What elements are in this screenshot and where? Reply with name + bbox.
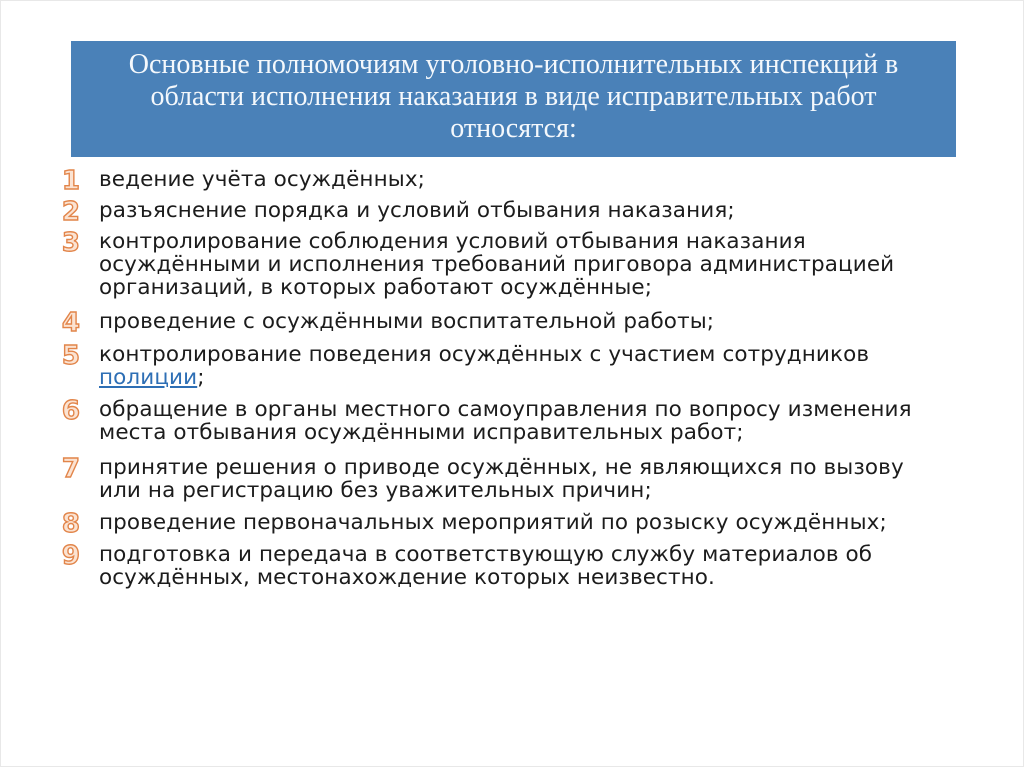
list-item-text: проведение первоначальных мероприятий по розыску осуждённых;: [99, 510, 887, 535]
number-4-icon: 4: [61, 308, 81, 338]
list-item-text: обращение в органы местного самоуправления по вопросу изменения места отбывания осуждёнными исправительных работ;: [99, 397, 912, 445]
list-item: [57, 398, 917, 444]
number-3-icon: 3: [61, 228, 81, 258]
police-link[interactable]: полиции: [99, 365, 198, 390]
list-item-text: контролирование соблюдения условий отбывания наказания осуждёнными и исполнения требований приговора администрацией организаций, в которых работают осуждённые;: [99, 229, 895, 300]
number-9-icon: 9: [61, 541, 81, 571]
list-item: [57, 343, 917, 389]
list-item-text: проведение с осуждёнными воспитательной работы;: [99, 309, 715, 334]
slide-title: Основные полномочиям уголовно-исполнительных инспекций в области исполнения наказания в виде исправительных работ относятся:: [128, 49, 899, 144]
number-5-icon: 5: [61, 341, 81, 371]
list-item-text: подготовка и передача в соответствующую службу материалов об осуждённых, местонахождение которых неизвестно.: [99, 542, 873, 590]
list-item-text: принятие решения о приводе осуждённых, не являющихся по вызову или на регистрацию без уважительных причин;: [99, 455, 904, 503]
number-8-icon: 8: [61, 509, 81, 539]
number-7-icon: 7: [61, 454, 81, 484]
list-item-text: ведение учёта осуждённых;: [99, 167, 425, 192]
list-item: [57, 197, 917, 227]
list-item: [57, 509, 917, 539]
list-item: [57, 230, 917, 299]
list-item-text: разъяснение порядка и условий отбывания наказания;: [99, 198, 735, 223]
list-item-text-after-link: ;: [197, 365, 205, 390]
list-item: [57, 308, 917, 338]
list-item: [57, 456, 917, 502]
list-item: [57, 166, 917, 196]
number-1-icon: 1: [61, 166, 81, 196]
list-item-text-before-link: контролирование поведения осуждённых с участием сотрудников: [99, 342, 870, 367]
number-6-icon: 6: [61, 396, 81, 426]
powers-list: [57, 164, 917, 589]
title-banner: [71, 41, 956, 157]
number-2-icon: 2: [61, 197, 81, 227]
list-item: [57, 543, 917, 589]
